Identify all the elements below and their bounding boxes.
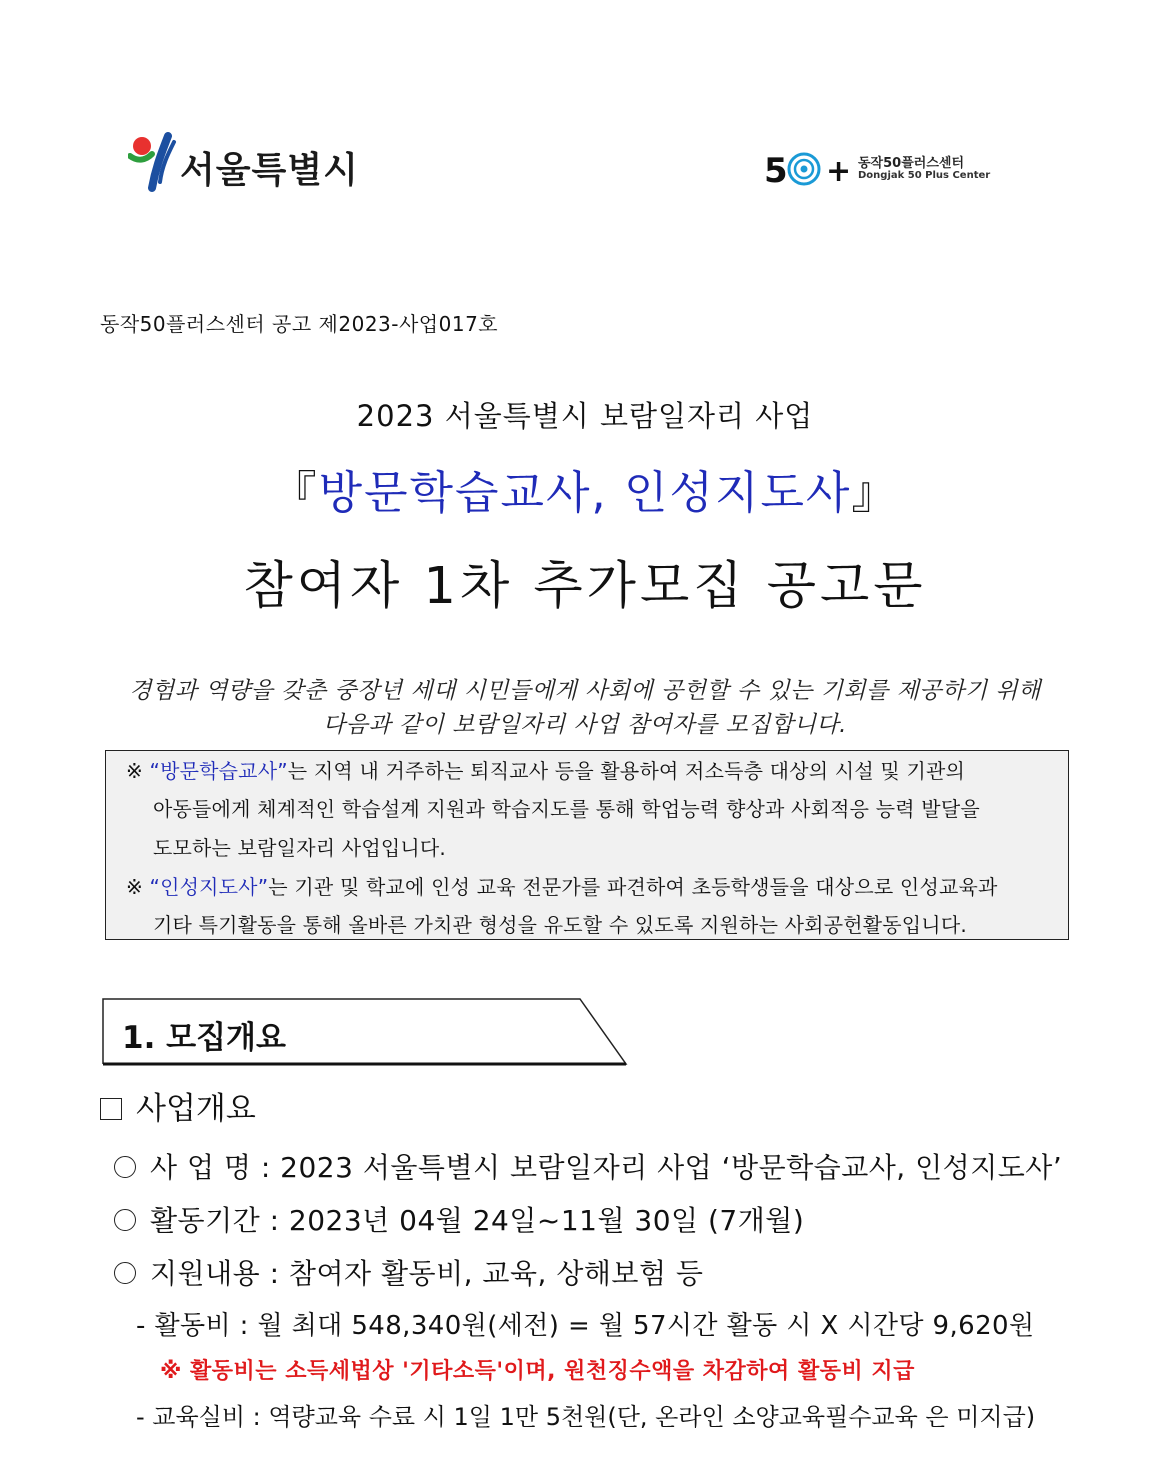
checkbox-label: 사업개요 bbox=[136, 1091, 256, 1127]
center-name-en: Dongjak 50 Plus Center bbox=[858, 170, 991, 181]
center-name: 동작50플러스센터 bbox=[858, 156, 964, 171]
education-fee-line: - 교육실비 : 역량교육 수료 시 1일 1만 5천원(단, 온라인 소양교육필수교육 은 미지급) bbox=[136, 1403, 1036, 1431]
note-box bbox=[105, 750, 1069, 940]
list-item bbox=[114, 1252, 703, 1292]
intro-line-1: 경험과 역량을 갖춘 중장년 세대 시민들에게 사회에 공헌할 수 있는 기회를 제공하기 위해 bbox=[129, 678, 1041, 704]
section-heading-text: 1. 모집개요 bbox=[122, 1020, 286, 1056]
logo-five: 5 bbox=[764, 151, 788, 191]
list-item-text: 사 업 명 : 2023 서울특별시 보람일자리 사업 ‘방문학습교사, 인성지도사’ bbox=[150, 1151, 1063, 1184]
logo-plus: + bbox=[826, 154, 852, 189]
section-heading bbox=[102, 998, 628, 1066]
note-mark-2: ※ bbox=[126, 875, 143, 899]
circle-bullet-icon bbox=[114, 1156, 136, 1178]
activity-fee-notice: ※ 활동비는 소득세법상 '기타소득'이며, 원천징수액을 차감하여 활동비 지급 bbox=[160, 1359, 915, 1384]
list-item-text: 활동기간 : 2023년 04월 24일~11월 30일 (7개월) bbox=[150, 1204, 805, 1237]
circle-bullet-icon bbox=[114, 1262, 136, 1284]
note-line-2a bbox=[126, 871, 998, 900]
fifty-plus-mark-icon bbox=[762, 146, 854, 192]
announcement-title: 참여자 1차 추가모집 공고문 bbox=[243, 557, 927, 616]
title-close-bracket: 』 bbox=[851, 466, 899, 519]
main-title bbox=[0, 456, 1170, 521]
note-text-2a: 는 기관 및 학교에 인성 교육 전문가를 파견하여 초등학생들을 대상으로 인성교육과 bbox=[268, 875, 998, 899]
list-item bbox=[114, 1146, 1062, 1186]
seoul-emblem-icon bbox=[128, 132, 180, 196]
seoul-logo bbox=[128, 132, 368, 196]
notice-number: 동작50플러스센터 공고 제2023-사업017호 bbox=[100, 312, 499, 336]
note-line-2b: 기타 특기활동을 통해 올바른 가치관 형성을 유도할 수 있도록 지원하는 사회공헌활동입니다. bbox=[153, 913, 967, 937]
checkbox-item bbox=[100, 1083, 256, 1128]
note-quote-1: “방문학습교사” bbox=[149, 759, 288, 783]
dongjak-50plus-logo bbox=[762, 146, 992, 192]
list-item-text: 지원내용 : 참여자 활동비, 교육, 상해보험 등 bbox=[150, 1257, 704, 1290]
list-item bbox=[114, 1199, 804, 1239]
activity-fee-line: - 활동비 : 월 최대 548,340원(세전) = 월 57시간 활동 시 X 시간당 9,620원 bbox=[136, 1311, 1035, 1341]
seoul-logo-text: 서울특별시 bbox=[180, 150, 359, 191]
note-line-1b: 아동들에게 체계적인 학습설계 지원과 학습지도를 통해 학업능력 향상과 사회적응 능력 발달을 bbox=[153, 797, 980, 821]
note-line-1a bbox=[126, 755, 965, 784]
intro-line-2: 다음과 같이 보람일자리 사업 참여자를 모집합니다. bbox=[323, 712, 847, 738]
note-text-1a: 는 지역 내 거주하는 퇴직교사 등을 활용하여 저소득층 대상의 시설 및 기관의 bbox=[287, 759, 966, 783]
note-line-1c: 도모하는 보람일자리 사업입니다. bbox=[153, 836, 446, 860]
circle-bullet-icon bbox=[114, 1209, 136, 1231]
title-open-bracket: 『 bbox=[271, 466, 319, 519]
title-main-text: 방문학습교사, 인성지도사 bbox=[318, 466, 852, 519]
subtitle: 2023 서울특별시 보람일자리 사업 bbox=[356, 399, 814, 433]
checkbox-square-icon bbox=[100, 1098, 122, 1120]
note-mark-1: ※ bbox=[126, 759, 143, 783]
note-quote-2: “인성지도사” bbox=[149, 875, 269, 899]
